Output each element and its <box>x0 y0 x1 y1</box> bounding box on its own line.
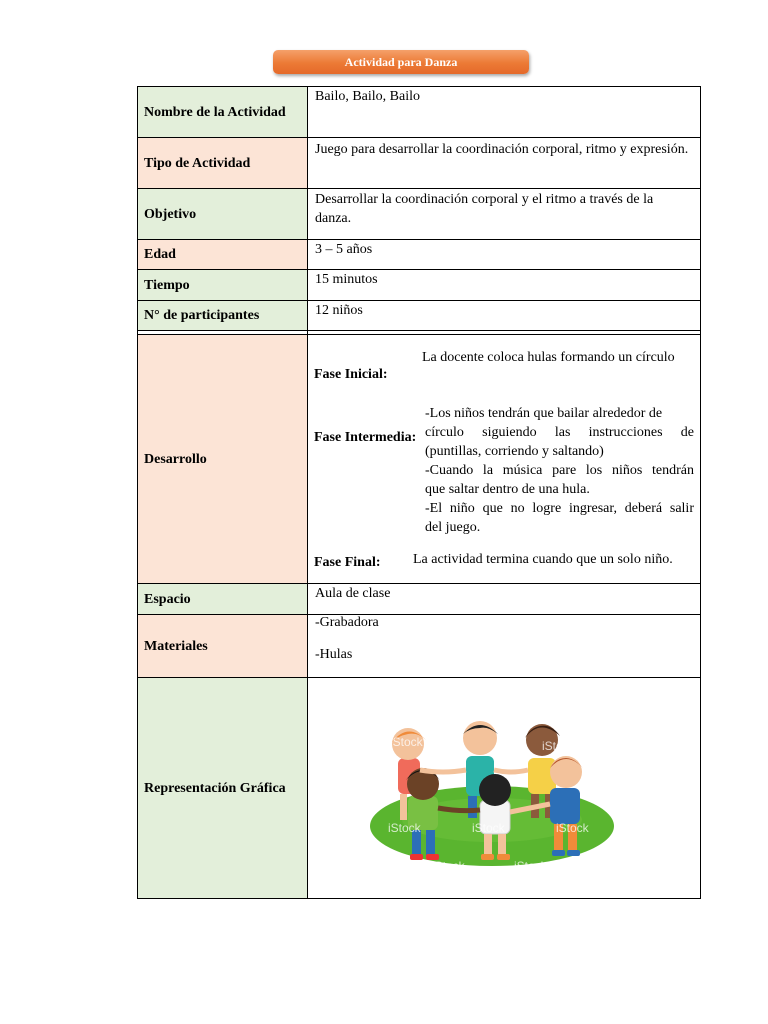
material-item: -Grabadora <box>315 615 379 630</box>
row-tiempo <box>138 270 701 301</box>
fase-intermedia-label: Fase Intermedia: <box>314 430 417 445</box>
row-materiales <box>138 615 701 678</box>
watermark-text: iStock <box>432 859 465 873</box>
fase-final-text: La actividad termina cuando que un solo niño. <box>413 552 673 567</box>
value-espacio: Aula de clase <box>308 584 701 615</box>
row-objetivo <box>138 189 701 240</box>
row-participantes <box>138 301 701 331</box>
intermedia-line: -Los niños tendrán que bailar alrededor de <box>425 406 663 421</box>
watermark-text: iStock <box>542 739 575 753</box>
value-tiempo: 15 minutos <box>308 270 701 301</box>
row-tipo <box>138 138 701 189</box>
label-tiempo: Tiempo <box>138 270 308 301</box>
fase-final-label: Fase Final: <box>314 555 381 570</box>
label-materiales: Materiales <box>138 615 308 678</box>
label-desarrollo: Desarrollo <box>138 335 308 584</box>
intermedia-line: -Cuando la música pare los niños tendrán <box>425 463 694 478</box>
watermark-text: iStock <box>514 859 547 873</box>
material-item: -Hulas <box>315 647 353 662</box>
activity-sheet-table <box>137 86 701 899</box>
watermark-text: iStock <box>390 735 423 749</box>
value-edad: 3 – 5 años <box>308 240 701 270</box>
label-nombre: Nombre de la Actividad <box>138 87 308 138</box>
label-participantes: N° de participantes <box>138 301 308 331</box>
value-nombre: Bailo, Bailo, Bailo <box>308 87 701 138</box>
picture-area <box>308 678 700 898</box>
fase-inicial-label: Fase Inicial: <box>314 367 388 382</box>
intermedia-line: del juego. <box>425 520 481 535</box>
watermark-text: iStock <box>556 821 589 835</box>
label-tipo: Tipo de Actividad <box>138 138 308 189</box>
row-nombre <box>138 87 701 138</box>
fase-intermedia-text <box>425 404 694 537</box>
label-espacio: Espacio <box>138 584 308 615</box>
fase-inicial-text: La docente coloca hulas formando un círculo <box>422 350 675 365</box>
label-edad: Edad <box>138 240 308 270</box>
value-participantes: 12 niños <box>308 301 701 331</box>
desarrollo-phases <box>308 335 700 583</box>
watermark-text: iStock <box>388 821 421 835</box>
activity-title-banner: Actividad para Danza <box>273 50 529 74</box>
label-representacion: Representación Gráfica <box>138 678 308 899</box>
row-edad <box>138 240 701 270</box>
value-objetivo: Desarrollar la coordinación corporal y el ritmo a través de la danza. <box>308 189 701 240</box>
intermedia-line: -El niño que no logre ingresar, deberá salir <box>425 501 694 516</box>
label-objetivo: Objetivo <box>138 189 308 240</box>
watermark-text: iStock <box>472 821 505 835</box>
value-tipo: Juego para desarrollar la coordinación corporal, ritmo y expresión. <box>308 138 701 189</box>
intermedia-line: que saltar dentro de una hula. <box>425 482 590 497</box>
row-desarrollo <box>138 335 701 584</box>
row-espacio <box>138 584 701 615</box>
row-representacion <box>138 678 701 899</box>
children-circle-illustration <box>368 708 616 873</box>
intermedia-line: círculo siguiendo las instrucciones de <box>425 425 694 440</box>
intermedia-line: (puntillas, corriendo y saltando) <box>425 444 604 459</box>
